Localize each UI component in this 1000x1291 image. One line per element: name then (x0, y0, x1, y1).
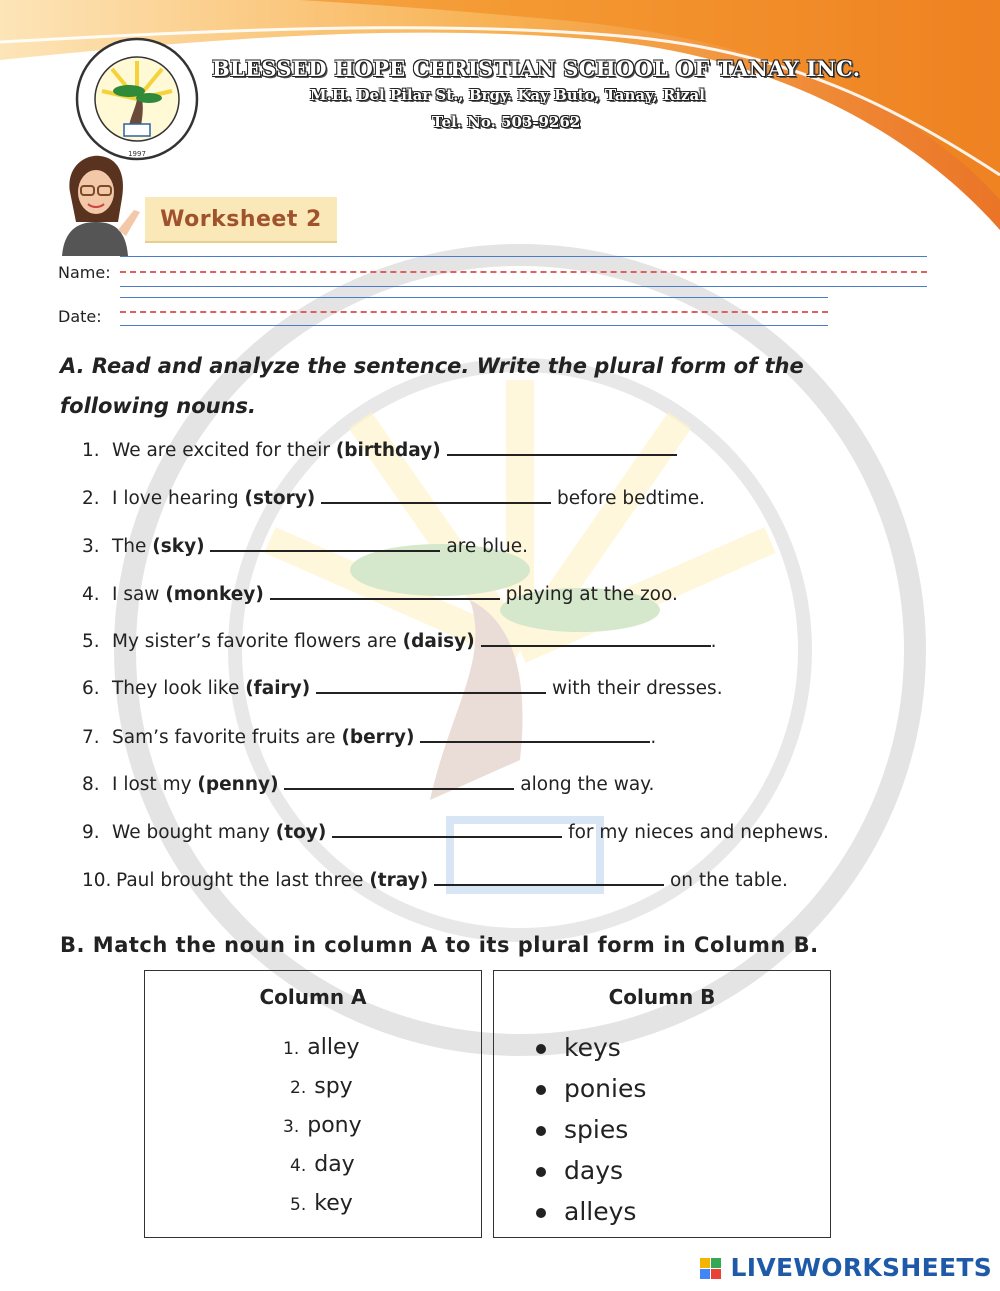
question-text: Paul brought the last three (116, 870, 370, 891)
worksheet-title: Worksheet 2 (145, 197, 337, 243)
date-field[interactable] (120, 311, 828, 313)
question-number: 10. (82, 870, 112, 891)
answer-blank[interactable] (210, 536, 440, 552)
part-b-heading: B. Match the noun in column A to its plural form in Column B. (60, 933, 819, 957)
question-7 (82, 727, 656, 748)
answer-blank[interactable] (316, 678, 546, 694)
question-4 (82, 584, 678, 605)
question-text: They look like (112, 678, 246, 699)
school-phone: Tel. No. 503-9262 (432, 113, 581, 131)
seal-year: 1997 (128, 150, 146, 158)
noun-prompt: (sky) (152, 536, 205, 557)
noun-prompt: (birthday) (335, 440, 441, 461)
column-b-box (493, 970, 831, 1238)
question-text: I love hearing (112, 488, 245, 509)
question-6 (82, 678, 723, 699)
noun-prompt: (berry) (341, 727, 415, 748)
school-seal-logo (74, 36, 200, 162)
bullet-icon (536, 1208, 546, 1218)
column-a-title: Column A (259, 985, 367, 1009)
name-field[interactable] (120, 271, 927, 273)
liveworksheets-logo-icon (700, 1258, 722, 1280)
date-guide-bottom (120, 325, 828, 326)
column-b-item[interactable] (536, 1156, 623, 1185)
item-word: alleys (564, 1197, 637, 1226)
item-word: keys (564, 1033, 621, 1062)
answer-blank[interactable] (270, 584, 500, 600)
question-text: I saw (112, 584, 166, 605)
item-word: day (314, 1152, 355, 1177)
bullet-icon (536, 1085, 546, 1095)
question-text-after: for my nieces and nephews. (562, 822, 829, 843)
answer-blank[interactable] (434, 870, 664, 886)
question-number: 5. (82, 631, 100, 652)
answer-blank[interactable] (420, 727, 650, 743)
column-a-item-2 (290, 1074, 353, 1099)
question-2 (82, 488, 705, 509)
answer-blank[interactable] (447, 440, 677, 456)
question-number: 8. (82, 774, 100, 795)
question-text-after: . (650, 727, 657, 748)
column-b-title: Column B (608, 985, 716, 1009)
bullet-icon (536, 1167, 546, 1177)
question-number: 7. (82, 727, 100, 748)
question-text-after: along the way. (514, 774, 655, 795)
column-b-item[interactable] (536, 1197, 636, 1226)
question-text-after: are blue. (440, 536, 529, 557)
question-text: We bought many (112, 822, 276, 843)
part-a-heading-line1: A. Read and analyze the sentence. Write the plural form of the (60, 354, 804, 378)
question-number: 2. (82, 488, 100, 509)
answer-blank[interactable] (332, 822, 562, 838)
name-label: Name: (58, 263, 111, 282)
question-8 (82, 774, 654, 795)
name-guide-bottom (120, 286, 927, 287)
item-number: 4. (290, 1156, 307, 1176)
column-a-item-4 (290, 1152, 355, 1177)
item-word: spies (564, 1115, 629, 1144)
column-a-box (144, 970, 482, 1238)
name-guide-top (120, 256, 927, 257)
question-5 (82, 631, 716, 652)
answer-blank[interactable] (284, 774, 514, 790)
question-text: My sister’s favorite flowers are (112, 631, 403, 652)
answer-blank[interactable] (321, 488, 551, 504)
column-a-item-3 (283, 1113, 362, 1138)
question-3 (82, 536, 528, 557)
noun-prompt: (penny) (197, 774, 279, 795)
date-guide-top (120, 297, 828, 298)
question-9 (82, 822, 829, 843)
item-word: spy (314, 1074, 353, 1099)
column-a-item-1 (283, 1035, 360, 1060)
item-word: pony (307, 1113, 362, 1138)
question-text-after: with their dresses. (546, 678, 723, 699)
school-address: M.H. Del Pilar St., Brgy. Kay Buto, Tanay, Rizal (310, 86, 705, 104)
question-text-after: playing at the zoo. (499, 584, 678, 605)
bullet-icon (536, 1044, 546, 1054)
school-name: BLESSED HOPE CHRISTIAN SCHOOL OF TANAY INC. (212, 56, 861, 81)
noun-prompt: (tray) (369, 870, 429, 891)
part-a-heading-line2: following nouns. (60, 394, 257, 418)
noun-prompt: (toy) (275, 822, 327, 843)
item-number: 1. (283, 1039, 300, 1059)
question-number: 3. (82, 536, 100, 557)
liveworksheets-logo[interactable]: LIVEWORKSHEETS (730, 1253, 992, 1282)
question-text: Sam’s favorite fruits are (112, 727, 342, 748)
answer-blank[interactable] (481, 631, 711, 647)
item-word: days (564, 1156, 624, 1185)
noun-prompt: (story) (244, 488, 316, 509)
item-word: key (314, 1191, 353, 1216)
question-text: I lost my (112, 774, 198, 795)
teacher-avatar (56, 152, 140, 256)
question-number: 6. (82, 678, 100, 699)
item-number: 2. (290, 1078, 307, 1098)
question-number: 9. (82, 822, 100, 843)
question-text: We are excited for their (112, 440, 336, 461)
question-text: The (112, 536, 153, 557)
bullet-icon (536, 1126, 546, 1136)
question-number: 4. (82, 584, 100, 605)
item-number: 5. (290, 1195, 307, 1215)
noun-prompt: (daisy) (402, 631, 475, 652)
column-b-item[interactable] (536, 1115, 628, 1144)
question-text-after: before bedtime. (551, 488, 705, 509)
column-a-item-5 (290, 1191, 353, 1216)
question-1 (82, 440, 677, 461)
item-word: alley (307, 1035, 360, 1060)
question-number: 1. (82, 440, 100, 461)
item-number: 3. (283, 1117, 300, 1137)
question-text-after: on the table. (664, 870, 788, 891)
noun-prompt: (fairy) (245, 678, 311, 699)
date-label: Date: (58, 307, 102, 326)
item-word: ponies (564, 1074, 647, 1103)
column-b-item[interactable] (536, 1074, 646, 1103)
question-text-after: . (710, 631, 717, 652)
column-b-item[interactable] (536, 1033, 621, 1062)
noun-prompt: (monkey) (165, 584, 264, 605)
question-10 (82, 870, 788, 891)
